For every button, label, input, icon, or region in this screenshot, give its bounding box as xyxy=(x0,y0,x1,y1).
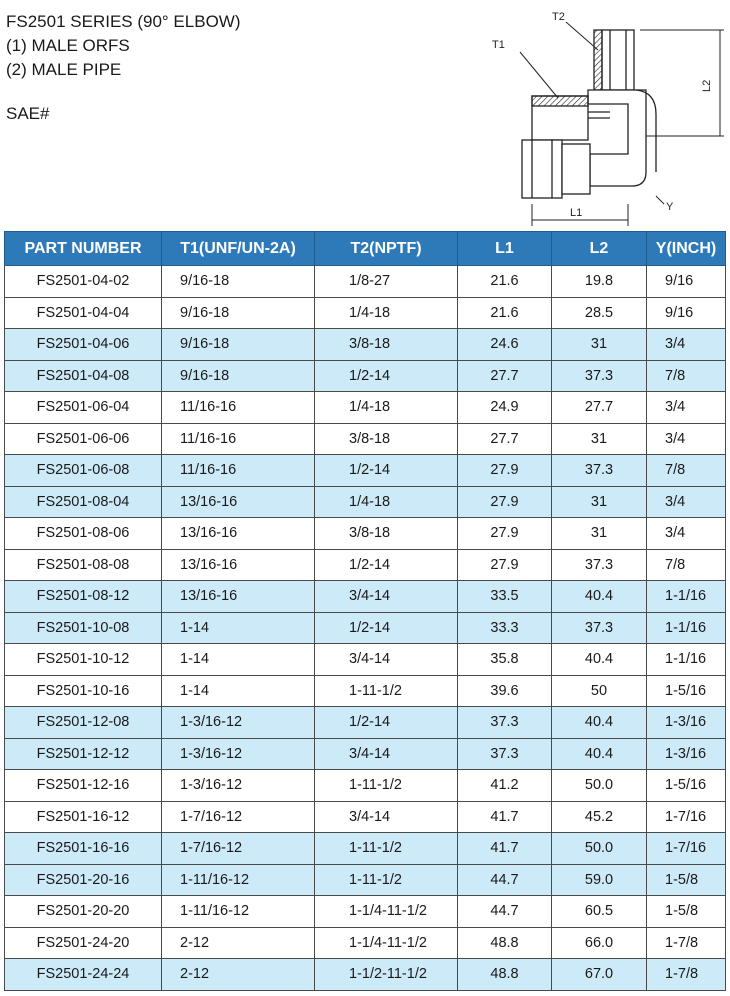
y-cell: 1-1/16 xyxy=(647,612,726,644)
t2-cell: 3/8-18 xyxy=(315,423,458,455)
l1-cell: 44.7 xyxy=(458,896,552,928)
table-row xyxy=(5,486,726,518)
y-cell: 1-7/8 xyxy=(647,927,726,959)
t2-cell: 3/4-14 xyxy=(315,738,458,770)
l2-cell: 37.3 xyxy=(552,549,647,581)
part-number-cell: FS2501-04-06 xyxy=(5,329,162,361)
col-header-part-number: PART NUMBER xyxy=(5,232,162,266)
part-number-cell: FS2501-16-16 xyxy=(5,833,162,865)
t1-cell: 1-14 xyxy=(162,644,315,676)
y-cell: 1-5/8 xyxy=(647,864,726,896)
part-number-cell: FS2501-24-24 xyxy=(5,959,162,991)
l1-cell: 41.7 xyxy=(458,833,552,865)
table-row xyxy=(5,896,726,928)
l1-cell: 27.7 xyxy=(458,423,552,455)
l1-cell: 48.8 xyxy=(458,927,552,959)
table-row xyxy=(5,644,726,676)
table-row xyxy=(5,518,726,550)
t1-cell: 11/16-16 xyxy=(162,455,315,487)
orfs-end xyxy=(522,96,590,198)
elbow-body xyxy=(588,90,656,186)
l1-cell: 27.9 xyxy=(458,549,552,581)
t1-cell: 9/16-18 xyxy=(162,329,315,361)
l1-cell: 48.8 xyxy=(458,959,552,991)
l1-cell: 27.7 xyxy=(458,360,552,392)
table-row xyxy=(5,738,726,770)
l1-cell: 37.3 xyxy=(458,707,552,739)
y-cell: 7/8 xyxy=(647,360,726,392)
l1-cell: 21.6 xyxy=(458,266,552,298)
l2-cell: 37.3 xyxy=(552,455,647,487)
l2-cell: 37.3 xyxy=(552,360,647,392)
part-number-cell: FS2501-10-08 xyxy=(5,612,162,644)
part-number-cell: FS2501-10-12 xyxy=(5,644,162,676)
l2-cell: 31 xyxy=(552,329,647,361)
t1-cell: 9/16-18 xyxy=(162,297,315,329)
table-row xyxy=(5,581,726,613)
t2-cell: 1-1/2-11-1/2 xyxy=(315,959,458,991)
t2-cell: 1/2-14 xyxy=(315,360,458,392)
part-number-cell: FS2501-10-16 xyxy=(5,675,162,707)
type-line-1: (1) MALE ORFS xyxy=(6,36,130,55)
l1-cell: 27.9 xyxy=(458,518,552,550)
l1-cell: 21.6 xyxy=(458,297,552,329)
t1-cell: 13/16-16 xyxy=(162,549,315,581)
table-row xyxy=(5,266,726,298)
col-header-l1: L1 xyxy=(458,232,552,266)
t1-cell: 1-3/16-12 xyxy=(162,707,315,739)
part-number-cell: FS2501-12-08 xyxy=(5,707,162,739)
l1-cell: 35.8 xyxy=(458,644,552,676)
t1-cell: 1-14 xyxy=(162,612,315,644)
y-cell: 3/4 xyxy=(647,518,726,550)
t1-cell: 1-3/16-12 xyxy=(162,738,315,770)
l2-cell: 40.4 xyxy=(552,644,647,676)
part-number-cell: FS2501-20-16 xyxy=(5,864,162,896)
l2-cell: 45.2 xyxy=(552,801,647,833)
y-cell: 7/8 xyxy=(647,549,726,581)
l2-cell: 27.7 xyxy=(552,392,647,424)
table-row xyxy=(5,549,726,581)
l2-cell: 31 xyxy=(552,423,647,455)
l1-cell: 27.9 xyxy=(458,455,552,487)
table-row xyxy=(5,455,726,487)
t2-cell: 3/4-14 xyxy=(315,801,458,833)
elbow-fitting-drawing xyxy=(470,4,726,230)
y-cell: 7/8 xyxy=(647,455,726,487)
t2-cell: 1/4-18 xyxy=(315,297,458,329)
l2-cell: 40.4 xyxy=(552,581,647,613)
l2-cell: 66.0 xyxy=(552,927,647,959)
l2-cell: 59.0 xyxy=(552,864,647,896)
y-cell: 1-3/16 xyxy=(647,707,726,739)
t1-label: T1 xyxy=(492,39,505,51)
l1-cell: 41.7 xyxy=(458,801,552,833)
t1-cell: 11/16-16 xyxy=(162,423,315,455)
col-header-t1: T1(UNF/UN-2A) xyxy=(162,232,315,266)
t1-cell: 1-11/16-12 xyxy=(162,896,315,928)
t2-cell: 3/8-18 xyxy=(315,518,458,550)
series-title: FS2501 SERIES (90° ELBOW) xyxy=(6,12,241,31)
y-label: Y xyxy=(666,201,674,213)
l2-cell: 67.0 xyxy=(552,959,647,991)
part-number-cell: FS2501-04-04 xyxy=(5,297,162,329)
t1-cell: 2-12 xyxy=(162,927,315,959)
part-number-cell: FS2501-04-08 xyxy=(5,360,162,392)
part-number-cell: FS2501-20-20 xyxy=(5,896,162,928)
t2-cell: 3/8-18 xyxy=(315,329,458,361)
t2-cell: 1-1/4-11-1/2 xyxy=(315,927,458,959)
y-cell: 9/16 xyxy=(647,266,726,298)
t2-cell: 1/2-14 xyxy=(315,455,458,487)
table-row xyxy=(5,770,726,802)
l1-cell: 24.6 xyxy=(458,329,552,361)
y-cell: 3/4 xyxy=(647,392,726,424)
y-cell: 3/4 xyxy=(647,423,726,455)
col-header-y: Y(INCH) xyxy=(647,232,726,266)
t2-cell: 1-11-1/2 xyxy=(315,675,458,707)
l2-cell: 31 xyxy=(552,518,647,550)
t2-cell: 1/2-14 xyxy=(315,549,458,581)
t1-cell: 9/16-18 xyxy=(162,266,315,298)
table-header-row xyxy=(5,232,726,266)
t1-cell: 1-7/16-12 xyxy=(162,833,315,865)
t2-cell: 1/8-27 xyxy=(315,266,458,298)
type-line-2: (2) MALE PIPE xyxy=(6,60,122,79)
t1-cell: 1-7/16-12 xyxy=(162,801,315,833)
y-cell: 1-5/16 xyxy=(647,770,726,802)
l2-cell: 50.0 xyxy=(552,833,647,865)
part-number-cell: FS2501-24-20 xyxy=(5,927,162,959)
spec-table xyxy=(4,231,726,991)
table-row xyxy=(5,927,726,959)
col-header-l2: L2 xyxy=(552,232,647,266)
t2-cell: 1/2-14 xyxy=(315,707,458,739)
t1-cell: 11/16-16 xyxy=(162,392,315,424)
part-number-cell: FS2501-12-12 xyxy=(5,738,162,770)
y-cell: 1-1/16 xyxy=(647,581,726,613)
part-number-cell: FS2501-16-12 xyxy=(5,801,162,833)
table-row xyxy=(5,360,726,392)
t1-cell: 13/16-16 xyxy=(162,581,315,613)
l2-cell: 50 xyxy=(552,675,647,707)
l2-label: L2 xyxy=(701,79,713,92)
l2-cell: 40.4 xyxy=(552,707,647,739)
y-cell: 3/4 xyxy=(647,329,726,361)
t1-cell: 9/16-18 xyxy=(162,360,315,392)
l2-cell: 37.3 xyxy=(552,612,647,644)
part-number-cell: FS2501-08-04 xyxy=(5,486,162,518)
l1-cell: 33.5 xyxy=(458,581,552,613)
t2-cell: 3/4-14 xyxy=(315,581,458,613)
t1-cell: 1-11/16-12 xyxy=(162,864,315,896)
part-number-cell: FS2501-08-06 xyxy=(5,518,162,550)
part-number-cell: FS2501-04-02 xyxy=(5,266,162,298)
l2-cell: 28.5 xyxy=(552,297,647,329)
col-header-t2: T2(NPTF) xyxy=(315,232,458,266)
l1-cell: 41.2 xyxy=(458,770,552,802)
l1-cell: 24.9 xyxy=(458,392,552,424)
l2-cell: 60.5 xyxy=(552,896,647,928)
t1-cell: 13/16-16 xyxy=(162,486,315,518)
t2-cell: 3/4-14 xyxy=(315,644,458,676)
t2-cell: 1/4-18 xyxy=(315,392,458,424)
part-number-cell: FS2501-06-04 xyxy=(5,392,162,424)
table-row xyxy=(5,392,726,424)
l1-cell: 33.3 xyxy=(458,612,552,644)
t2-cell: 1-11-1/2 xyxy=(315,864,458,896)
table-row xyxy=(5,423,726,455)
t2-label: T2 xyxy=(552,11,565,23)
table-row xyxy=(5,959,726,991)
part-number-cell: FS2501-06-08 xyxy=(5,455,162,487)
t1-cell: 2-12 xyxy=(162,959,315,991)
part-number-cell: FS2501-08-12 xyxy=(5,581,162,613)
table-row xyxy=(5,675,726,707)
y-cell: 1-5/16 xyxy=(647,675,726,707)
part-number-cell: FS2501-12-16 xyxy=(5,770,162,802)
table-row xyxy=(5,329,726,361)
l2-cell: 19.8 xyxy=(552,266,647,298)
table-row xyxy=(5,707,726,739)
l2-cell: 40.4 xyxy=(552,738,647,770)
l1-cell: 39.6 xyxy=(458,675,552,707)
t1-cell: 13/16-16 xyxy=(162,518,315,550)
t2-cell: 1-11-1/2 xyxy=(315,770,458,802)
t1-cell: 1-3/16-12 xyxy=(162,770,315,802)
y-cell: 1-5/8 xyxy=(647,896,726,928)
y-cell: 1-1/16 xyxy=(647,644,726,676)
l1-cell: 27.9 xyxy=(458,486,552,518)
part-number-cell: FS2501-08-08 xyxy=(5,549,162,581)
l1-label: L1 xyxy=(570,207,583,219)
y-cell: 1-7/16 xyxy=(647,833,726,865)
l1-cell: 37.3 xyxy=(458,738,552,770)
l2-cell: 31 xyxy=(552,486,647,518)
y-cell: 1-7/16 xyxy=(647,801,726,833)
l2-cell: 50.0 xyxy=(552,770,647,802)
table-row xyxy=(5,612,726,644)
t2-cell: 1-1/4-11-1/2 xyxy=(315,896,458,928)
y-cell: 9/16 xyxy=(647,297,726,329)
y-cell: 1-7/8 xyxy=(647,959,726,991)
l1-cell: 44.7 xyxy=(458,864,552,896)
t2-cell: 1/4-18 xyxy=(315,486,458,518)
header xyxy=(6,10,241,126)
table-row xyxy=(5,801,726,833)
t2-cell: 1/2-14 xyxy=(315,612,458,644)
y-cell: 3/4 xyxy=(647,486,726,518)
part-number-cell: FS2501-06-06 xyxy=(5,423,162,455)
sae-label: SAE# xyxy=(6,104,50,123)
table-row xyxy=(5,864,726,896)
table-row xyxy=(5,297,726,329)
table-row xyxy=(5,833,726,865)
t1-cell: 1-14 xyxy=(162,675,315,707)
pipe-thread-end xyxy=(594,30,634,90)
t2-cell: 1-11-1/2 xyxy=(315,833,458,865)
y-cell: 1-3/16 xyxy=(647,738,726,770)
